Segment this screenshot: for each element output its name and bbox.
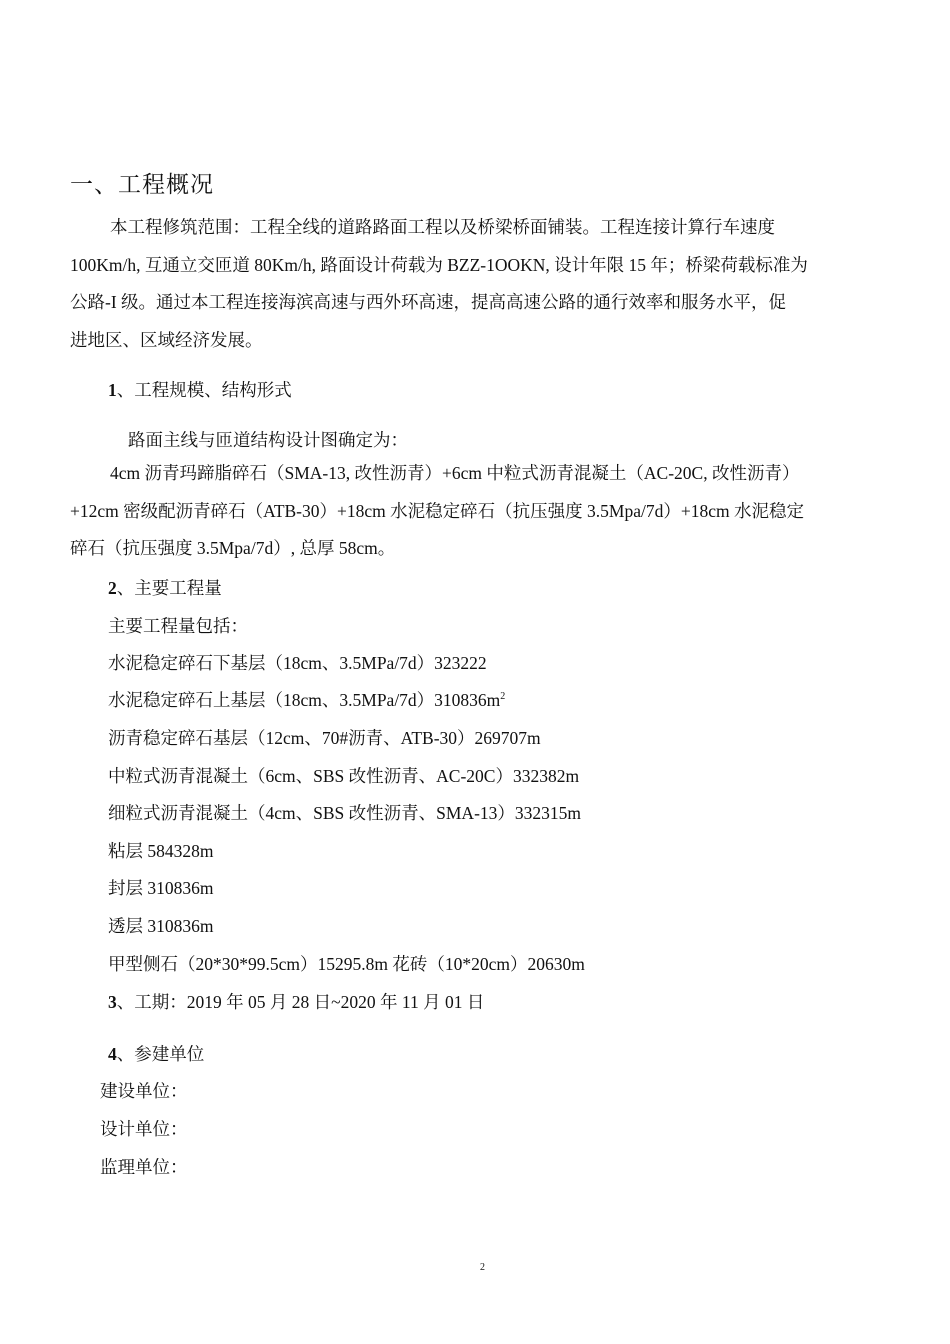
section-1-title: 1、工程规模、结构形式: [108, 380, 292, 400]
intro-line-1: 本工程修筑范围：工程全线的道路路面工程以及桥梁桥面铺装。工程连接计算行车速度: [110, 217, 775, 237]
section-4-title: 4、参建单位: [108, 1044, 205, 1064]
quantity-item: 甲型侧石（20*30*99.5cm）15295.8m 花砖（10*20cm）20630m: [108, 954, 585, 974]
unit-design: 设计单位：: [100, 1119, 188, 1139]
quantity-item: 水泥稳定碎石下基层（18cm、3.5MPa/7d）323222: [108, 653, 487, 673]
structure-line-1: 4cm 沥青玛蹄脂碎石（SMA-13, 改性沥青）+6cm 中粒式沥青混凝土（AC-20C, 改性沥青）: [110, 463, 800, 483]
quantity-item: 沥青稳定碎石基层（12cm、70#沥青、ATB-30）269707m: [108, 728, 541, 748]
intro-line-2: 100Km/h, 互通立交匝道 80Km/h, 路面设计荷载为 BZZ-1OOKN, 设计年限 15 年；桥梁荷载标准为: [70, 254, 808, 275]
quantities-intro: 主要工程量包括：: [108, 616, 248, 636]
unit-construction: 建设单位：: [100, 1081, 188, 1101]
quantity-item: 中粒式沥青混凝土（6cm、SBS 改性沥青、AC-20C）332382m: [108, 766, 580, 786]
structure-line-3: 碎石（抗压强度 3.5Mpa/7d）, 总厚 58cm。: [70, 538, 396, 558]
page-number: 2: [480, 1262, 485, 1273]
structure-paragraph: [70, 455, 876, 568]
unit-supervision: 监理单位：: [100, 1157, 188, 1177]
quantity-item: 透层 310836m: [108, 916, 214, 936]
intro-line-3: 公路-I 级。通过本工程连接海滨高速与西外环高速，提高高速公路的通行效率和服务水平，促: [70, 292, 787, 312]
structure-line-2: +12cm 密级配沥青碎石（ATB-30）+18cm 水泥稳定碎石（抗压强度 3.5Mpa/7d）+18cm 水泥稳定: [70, 500, 804, 521]
section-3-title: 3、工期：2019 年 05 月 28 日~2020 年 11 月 01 日: [108, 992, 485, 1012]
intro-line-4: 进地区、区域经济发展。: [70, 329, 263, 350]
quantity-item: 水泥稳定碎石上基层（18cm、$3.5MPa/7d)310836m^2$: [108, 690, 506, 710]
intro-paragraph: [70, 209, 876, 359]
quantity-item: 粘层 584328m: [108, 841, 214, 861]
section-2-title: 2、主要工程量: [108, 578, 222, 598]
design-intro: 路面主线与匝道结构设计图确定为：: [128, 430, 408, 450]
quantity-item: 细粒式沥青混凝土（4cm、SBS 改性沥青、SMA-13）332315m: [108, 803, 582, 823]
quantity-item: 封层 310836m: [108, 878, 214, 898]
section-heading: 一、工程概况: [70, 172, 214, 197]
